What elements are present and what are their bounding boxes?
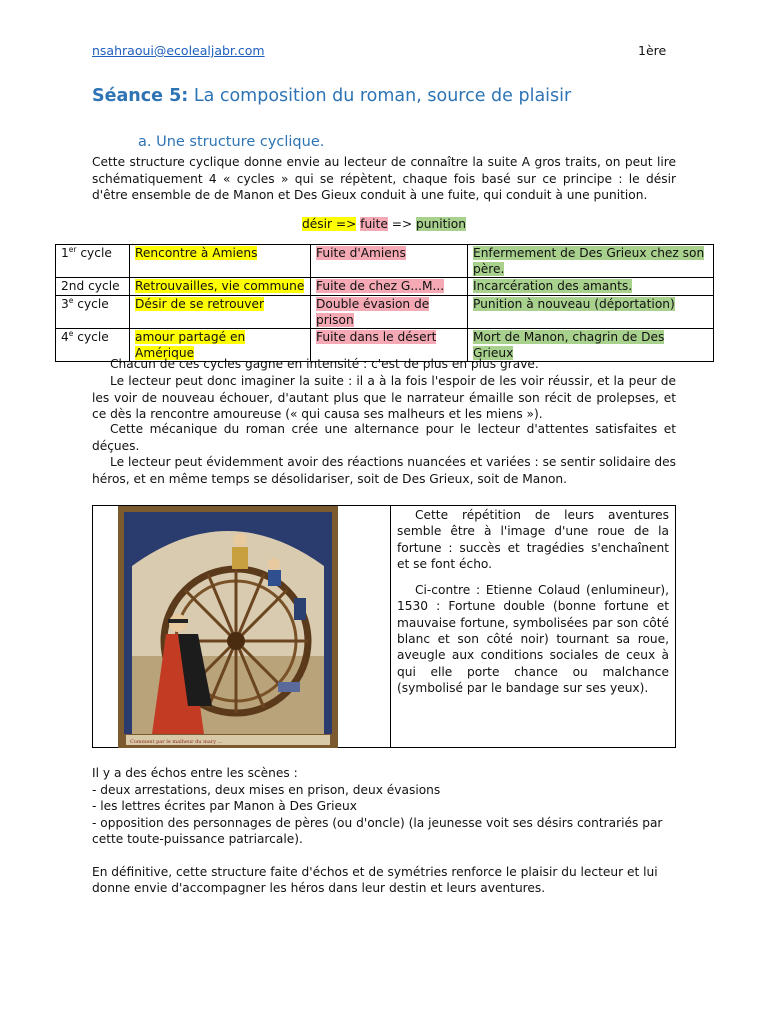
cycle-number: 1 — [61, 246, 69, 260]
cycle-number: 2nd cycle — [61, 279, 120, 294]
cycle-ordinal: e — [68, 295, 74, 305]
cycle-ordinal: er — [68, 245, 77, 254]
page-title — [92, 86, 571, 106]
session-label: Séance 5: — [92, 86, 189, 106]
wheel-of-fortune-illumination — [118, 506, 338, 748]
spacer — [92, 848, 682, 864]
punishment-cell-text: Punition à nouveau (déportation) — [473, 296, 675, 311]
cycle-label: cycle — [73, 330, 109, 345]
cycle-label: cycle — [73, 296, 109, 311]
figure-text-2: Ci-contre : Etienne Colaud (enlumineur), 1530 : Fortune double (bonne fortune et mauvaise fortune, symbolisées par son côté blanc et son côté noir) tournant sa roue, aveugle aux conditions sociales de ceux à qui elle porte chance ou malchance (symbolisé par le bandage sur ses yeux). — [397, 583, 669, 695]
class-level: 1ère — [638, 43, 667, 58]
legend-arrow: => — [387, 217, 413, 231]
author-email-link[interactable]: nsahraoui@ecolealjabr.com — [92, 43, 265, 58]
body-paragraph-4: Le lecteur peut évidemment avoir des réactions nuancées et variées : se sentir solidaire des héros, et en même temps se désolidariser, soit de Des Grieux, soit de Manon. — [92, 455, 676, 486]
svg-text:Comment par le malheur du mary: Comment par le malheur du mary ... — [130, 739, 223, 745]
punishment-cell-text: Mort de Manon, chagrin de Des Grieux — [473, 330, 665, 361]
legend-desire: désir => — [302, 217, 357, 231]
desire-cell-text: amour partagé en Amérique — [135, 330, 246, 361]
desire-cell — [130, 295, 311, 328]
echo-item: - opposition des personnages de pères (ou d'oncle) (la jeunesse voit ses désirs contrariés par cette toute-puissance patriarcale). — [92, 815, 663, 846]
section-heading: a. Une structure cyclique. — [138, 134, 325, 150]
punishment-cell — [468, 295, 714, 328]
cycle-legend — [0, 216, 768, 233]
punishment-cell-text: Enfermement de Des Grieux chez son père. — [473, 246, 705, 277]
legend-punishment: punition — [416, 217, 466, 231]
figure-divider — [390, 506, 391, 747]
flight-cell — [311, 278, 468, 295]
flight-cell-text: Double évasion de prison — [316, 296, 430, 327]
punishment-cell — [468, 245, 714, 278]
desire-cell-text: Rencontre à Amiens — [135, 246, 258, 260]
cycles-table — [55, 244, 714, 362]
figure-box — [92, 505, 676, 748]
desire-cell-text: Retrouvailles, vie commune — [135, 279, 305, 294]
echo-item: - deux arrestations, deux mises en prison, deux évasions — [92, 782, 441, 797]
body-paragraph-2: Le lecteur peut donc imaginer la suite : il a à la fois l'espoir de les voir réussir, et la peur de les voir de nouveau échouer, d'autant plus que le narrateur émaille son récit de prolepses, et ce dès la rencontre amoureuse (« qui causa ses malheurs et les miens »). — [92, 374, 676, 421]
desire-cell-text: Désir de se retrouver — [135, 296, 264, 311]
table-row — [56, 295, 714, 328]
echo-item: - les lettres écrites par Manon à Des Grieux — [92, 799, 357, 813]
table-row — [56, 245, 714, 278]
table-row — [56, 278, 714, 295]
desire-cell — [130, 278, 311, 295]
echoes-section — [92, 765, 682, 897]
flight-cell — [311, 295, 468, 328]
figure-text-1: Cette répétition de leurs aventures semble être à l'image d'une roue de la fortune : succès et tragédies s'enchaînent et se font écho. — [397, 508, 669, 571]
cycle-ordinal: e — [68, 329, 74, 339]
punishment-cell-text: Incarcération des amants. — [473, 279, 633, 294]
cycle-number: 3 — [61, 296, 69, 311]
echoes-intro: Il y a des échos entre les scènes : — [92, 766, 298, 780]
desire-cell — [130, 245, 311, 278]
cycle-number-cell — [56, 278, 130, 295]
intro-paragraph: Cette structure cyclique donne envie au lecteur de connaître la suite A gros traits, on peut lire schématiquement 4 « cycles » qui se répètent, chaque fois basé sur ce principe : le désir d'être ensemble de de Manon et Des Gieux conduit à une fuite, qui conduit à une punition. — [92, 155, 676, 202]
punishment-cell — [468, 278, 714, 295]
cycle-label: cycle — [76, 246, 112, 260]
session-title: La composition du roman, source de plaisir — [188, 86, 572, 106]
flight-cell-text: Fuite d'Amiens — [316, 246, 406, 260]
cycle-number-cell — [56, 245, 130, 278]
body-paragraph-3: Cette mécanique du roman crée une alternance pour le lecteur d'attentes satisfaites et déçues. — [92, 422, 676, 453]
flight-cell — [311, 245, 468, 278]
cycle-number-cell — [56, 295, 130, 328]
legend-flight: fuite — [360, 217, 388, 231]
flight-cell-text: Fuite dans le désert — [316, 330, 437, 345]
body-paragraph-1: Chacun de ces cycles gagne en intensité : c'est de plus en plus grave. — [110, 357, 539, 371]
flight-cell-text: Fuite de chez G...M... — [316, 279, 445, 294]
figure-caption — [397, 507, 669, 696]
cycle-number: 4 — [61, 330, 69, 345]
conclusion-paragraph: En définitive, cette structure faite d'échos et de symétries renforce le plaisir du lecteur et lui donne envie d'accompagner les héros dans leur destin et leurs aventures. — [92, 864, 658, 895]
